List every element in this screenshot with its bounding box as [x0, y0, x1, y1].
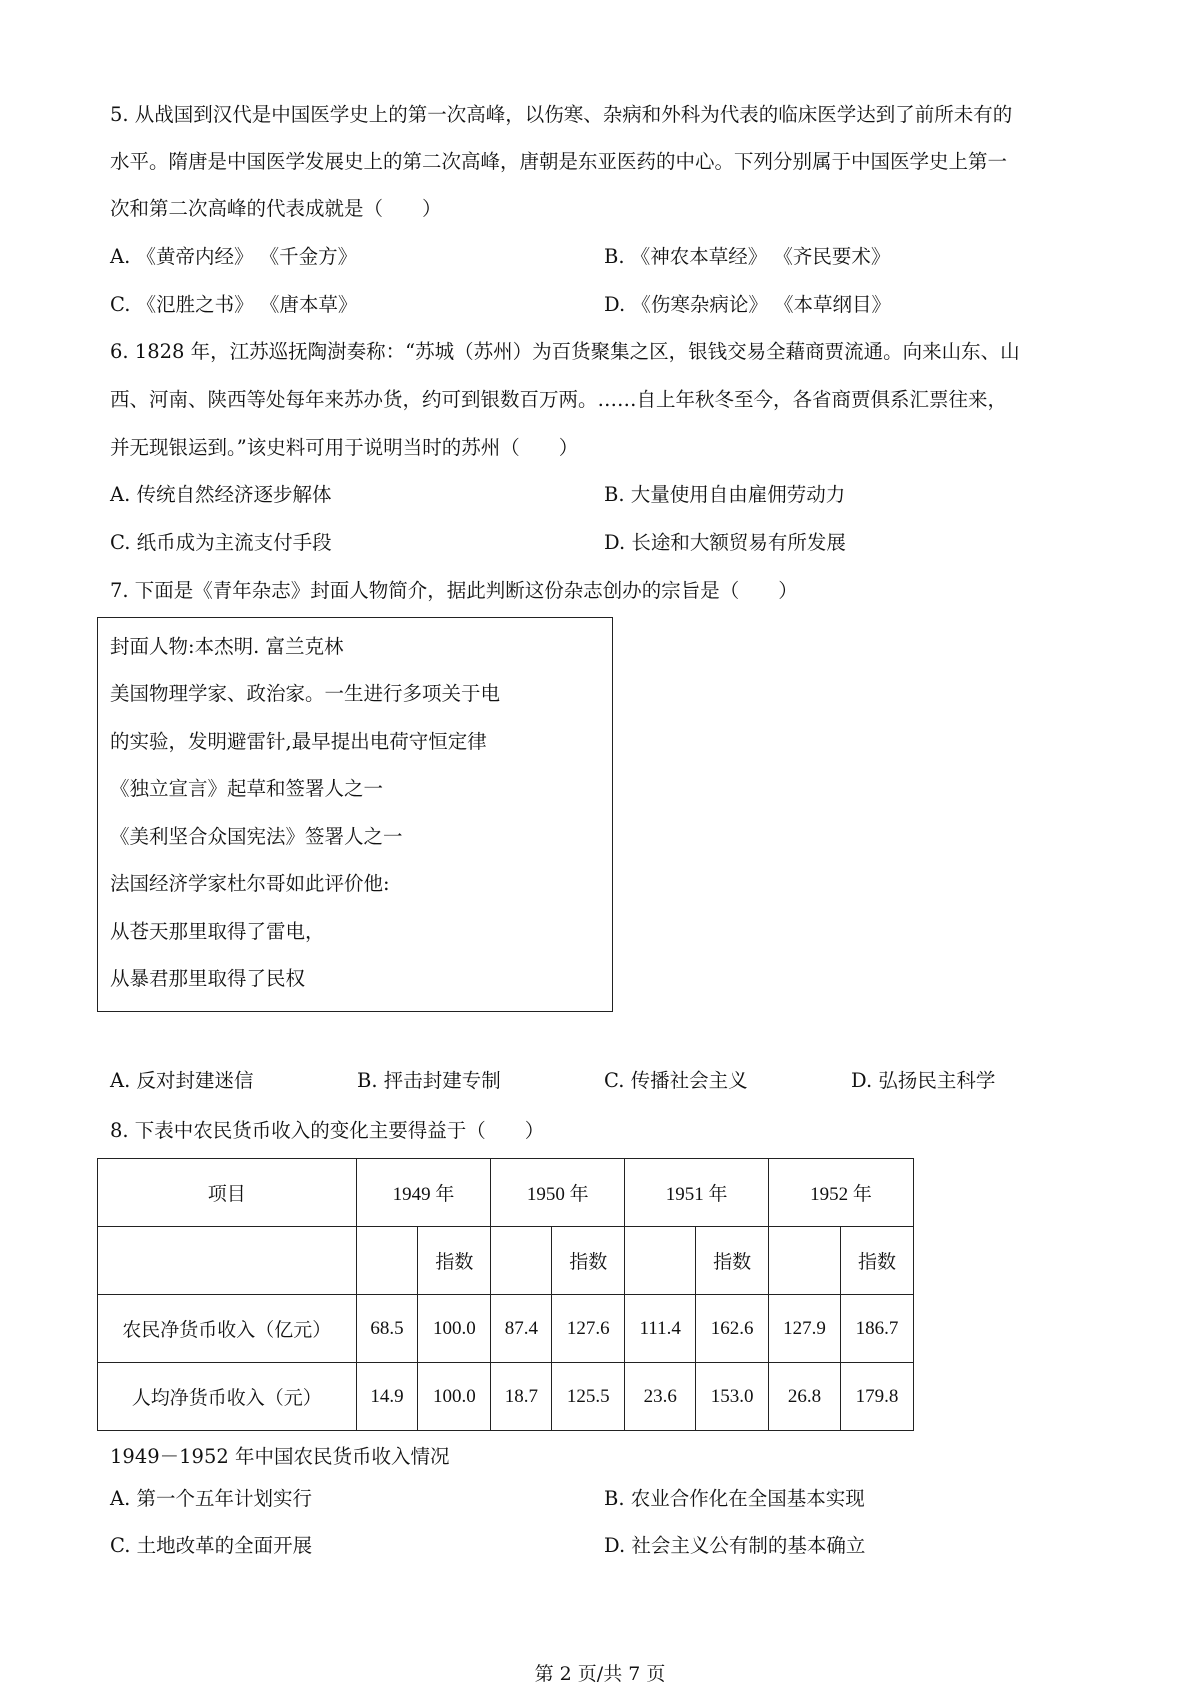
q6-option-d: D. 长途和大额贸易有所发展	[604, 531, 846, 554]
table-cell: 111.4	[625, 1295, 696, 1363]
table-cell	[98, 1227, 357, 1295]
q7-option-c: C. 传播社会主义	[604, 1069, 748, 1092]
q6-option-a: A. 传统自然经济逐步解体	[110, 483, 332, 506]
q7-option-d: D. 弘扬民主科学	[851, 1069, 996, 1092]
q7-box-line: 的实验，发明避雷针,最早提出电荷守恒定律	[110, 730, 487, 753]
table-cell	[625, 1227, 696, 1295]
table-subheader-index: 指数	[552, 1227, 625, 1295]
table-cell: 87.4	[491, 1295, 552, 1363]
table-row-label: 人均净货币收入（元）	[98, 1363, 357, 1431]
table-header-item: 项目	[98, 1159, 357, 1227]
page-number: 第 2 页/共 7 页	[534, 1663, 666, 1685]
table-cell: 179.8	[841, 1363, 914, 1431]
table-cell: 153.0	[696, 1363, 769, 1431]
table-cell: 100.0	[418, 1363, 491, 1431]
q5-option-a: A. 《黄帝内经》 《千金方》	[110, 245, 358, 268]
table-header-year: 1951 年	[625, 1159, 769, 1227]
q7-box-line: 从暴君那里取得了民权	[110, 967, 306, 990]
q7-box-line: 从苍天那里取得了雷电，	[110, 920, 325, 943]
table-caption: 1949－1952 年中国农民货币收入情况	[110, 1445, 450, 1468]
q5-option-b: B. 《神农本草经》 《齐民要术》	[604, 245, 891, 268]
table-cell: 127.6	[552, 1295, 625, 1363]
table-cell: 26.8	[769, 1363, 841, 1431]
table-cell: 186.7	[841, 1295, 914, 1363]
q5-stem-line-1: 5. 从战国到汉代是中国医学史上的第一次高峰，以伤寒、杂病和外科为代表的临床医学达到了前所未有的	[110, 103, 1013, 126]
q5-stem-line-2: 水平。隋唐是中国医学发展史上的第二次高峰，唐朝是东亚医药的中心。下列分别属于中国医学史上第一	[110, 150, 1008, 173]
table-cell: 18.7	[491, 1363, 552, 1431]
q6-stem-line-1: 6. 1828 年，江苏巡抚陶澍奏称：“苏城（苏州）为百货聚集之区，银钱交易全藉商贾流通。向来山东、山	[110, 340, 1020, 363]
q6-stem-line-2: 西、河南、陕西等处每年来苏办货，约可到银数百万两。……自上年秋冬至今，各省商贾俱系汇票往来，	[110, 388, 1008, 411]
q7-option-a: A. 反对封建迷信	[110, 1069, 254, 1092]
q7-stem: 7. 下面是《青年杂志》封面人物简介，据此判断这份杂志创办的宗旨是（ ）	[110, 579, 798, 602]
income-table	[97, 1158, 914, 1431]
q6-option-c: C. 纸币成为主流支付手段	[110, 531, 332, 554]
q8-stem: 8. 下表中农民货币收入的变化主要得益于（ ）	[110, 1119, 545, 1142]
table-cell: 125.5	[552, 1363, 625, 1431]
q5-option-d: D. 《伤寒杂病论》 《本草纲目》	[604, 293, 892, 316]
table-row	[98, 1295, 914, 1363]
table-cell	[491, 1227, 552, 1295]
q8-option-b: B. 农业合作化在全国基本实现	[604, 1487, 865, 1510]
table-row-label: 农民净货币收入（亿元）	[98, 1295, 357, 1363]
table-subheader-index: 指数	[418, 1227, 491, 1295]
table-cell	[356, 1227, 418, 1295]
q7-box-line: 美国物理学家、政治家。一生进行多项关于电	[110, 682, 501, 705]
q7-box-line: 法国经济学家杜尔哥如此评价他:	[110, 872, 390, 895]
table-subheader-index: 指数	[696, 1227, 769, 1295]
q5-stem-line-3: 次和第二次高峰的代表成就是（ ）	[110, 197, 442, 220]
table-subheader-index: 指数	[841, 1227, 914, 1295]
q8-option-c: C. 土地改革的全面开展	[110, 1534, 313, 1557]
q7-profile-box	[97, 617, 613, 1012]
q6-option-b: B. 大量使用自由雇佣劳动力	[604, 483, 846, 506]
table-cell: 23.6	[625, 1363, 696, 1431]
table-header-year: 1950 年	[491, 1159, 625, 1227]
q7-box-line: 封面人物:本杰明. 富兰克林	[110, 635, 344, 658]
table-cell: 162.6	[696, 1295, 769, 1363]
table-header-year: 1952 年	[769, 1159, 914, 1227]
table-cell	[769, 1227, 841, 1295]
table-cell: 100.0	[418, 1295, 491, 1363]
q7-box-line: 《独立宣言》起草和签署人之一	[110, 777, 384, 800]
q7-option-b: B. 抨击封建专制	[357, 1069, 501, 1092]
q6-stem-line-3: 并无现银运到。”该史料可用于说明当时的苏州（ ）	[110, 436, 579, 459]
q8-option-a: A. 第一个五年计划实行	[110, 1487, 312, 1510]
q7-box-line: 《美利坚合众国宪法》签署人之一	[110, 825, 403, 848]
table-header-year: 1949 年	[356, 1159, 491, 1227]
table-cell: 68.5	[356, 1295, 418, 1363]
table-cell: 14.9	[356, 1363, 418, 1431]
q8-option-d: D. 社会主义公有制的基本确立	[604, 1534, 866, 1557]
table-cell: 127.9	[769, 1295, 841, 1363]
table-row	[98, 1363, 914, 1431]
q5-option-c: C. 《氾胜之书》 《唐本草》	[110, 293, 358, 316]
